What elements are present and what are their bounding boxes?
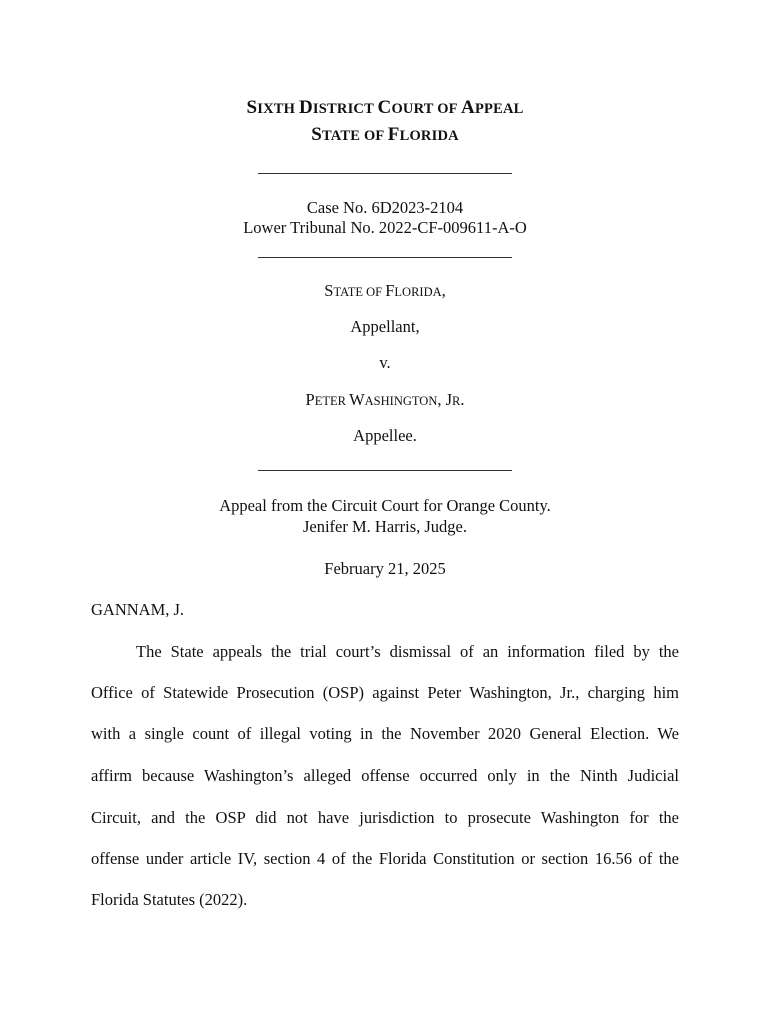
paragraph-line: affirm because Washington’s alleged offense occurred only in the Ninth Judicial [91,766,679,785]
appellee-name: PETER WASHINGTON, JR. [305,390,465,409]
paragraph-line: offense under article IV, section 4 of the Florida Constitution or section 16.56 of the [91,849,679,868]
trial-judge: Jenifer M. Harris, Judge. [302,517,468,536]
divider-rule [258,257,512,258]
paragraph-line: The State appeals the trial court’s dismissal of an information filed by the [136,642,679,661]
opinion-author: GANNAM, J. [91,600,185,619]
paragraph-line: with a single count of illegal voting in the November 2020 General Election. We [91,724,679,743]
paragraph-line: Circuit, and the OSP did not have jurisdiction to prosecute Washington for the [91,808,679,827]
divider-rule [258,470,512,471]
appeal-source: Appeal from the Circuit Court for Orange County. [219,496,551,515]
paragraph-line: Florida Statutes (2022). [91,890,248,909]
court-name: SIXTH DISTRICT COURT OF APPEAL [246,97,524,118]
lower-tribunal-number: Lower Tribunal No. 2022-CF-009611-A-O [243,218,527,237]
versus: v. [379,353,391,372]
appellant-name: STATE OF FLORIDA, [324,281,446,300]
appellant-role: Appellant, [350,317,420,336]
case-number: Case No. 6D2023-2104 [306,198,464,217]
paragraph-line: Office of Statewide Prosecution (OSP) against Peter Washington, Jr., charging him [91,683,679,702]
opinion-date: February 21, 2025 [324,559,446,578]
appellee-role: Appellee. [353,426,417,445]
divider-rule [258,173,512,174]
court-state: STATE OF FLORIDA [311,124,459,145]
